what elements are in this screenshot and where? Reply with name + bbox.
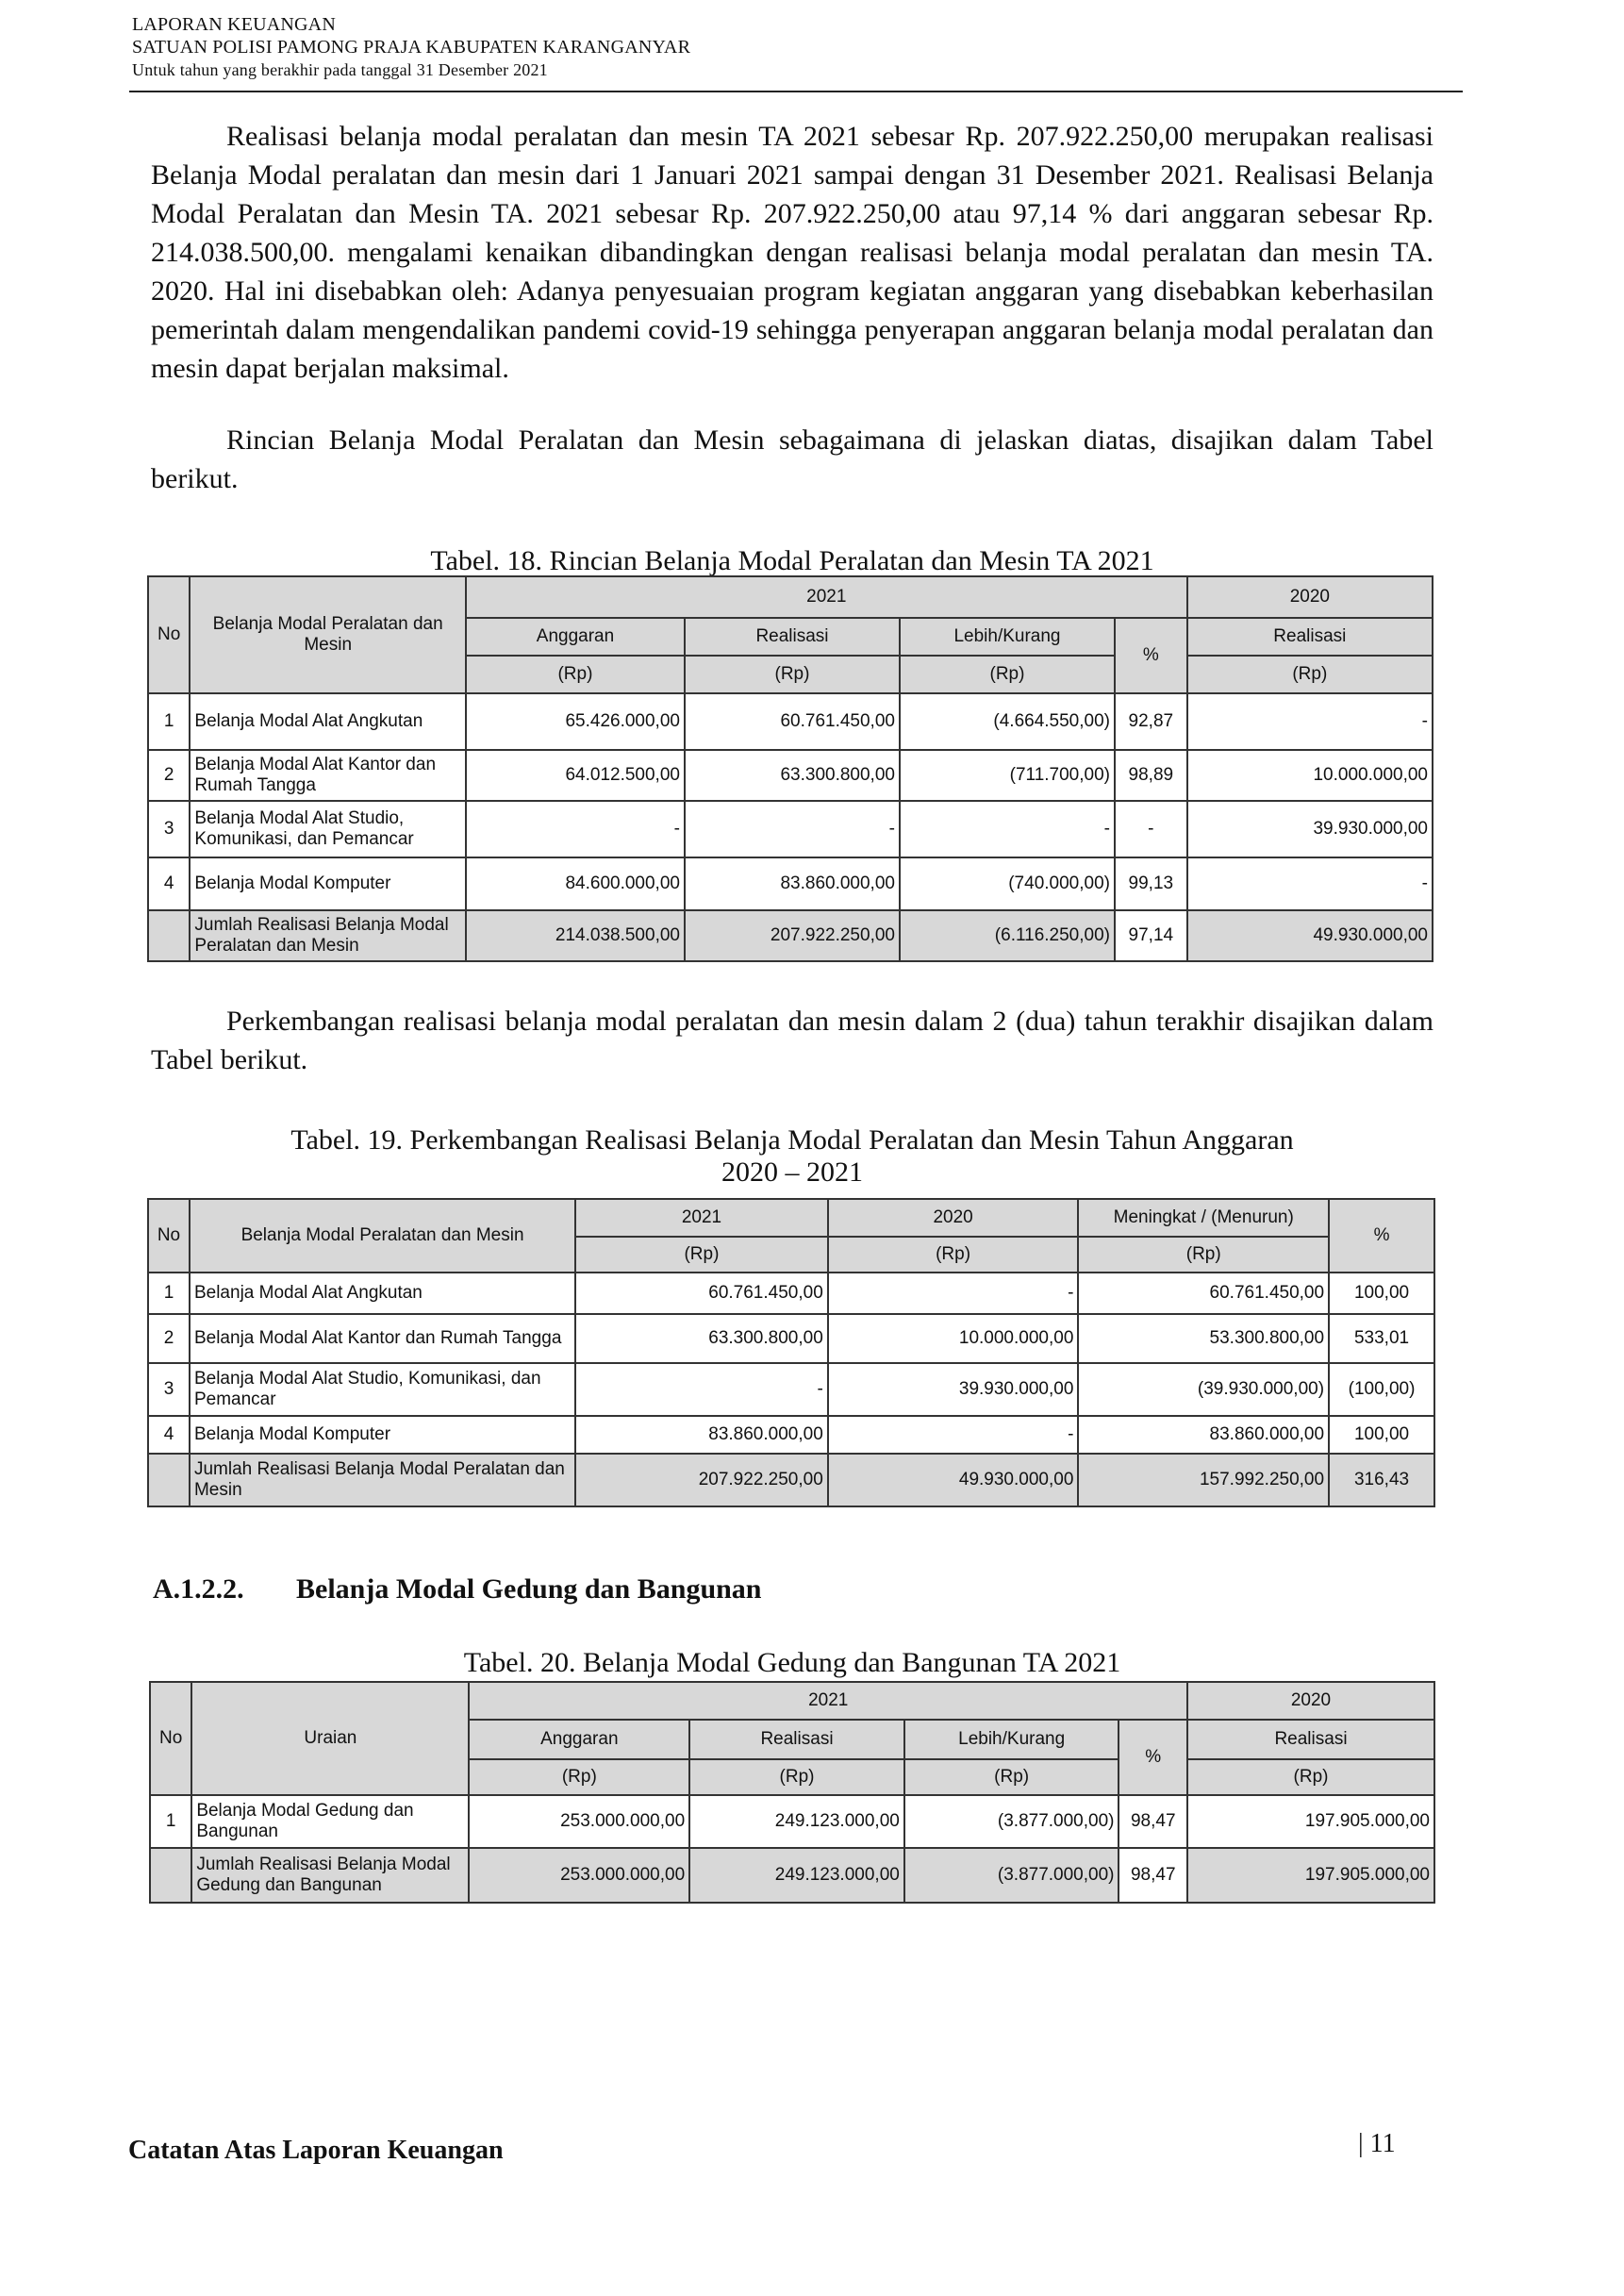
row-r2020: 197.905.000,00 — [1187, 1795, 1434, 1848]
table18-header-rp: (Rp) — [466, 656, 685, 693]
total-realisasi: 207.922.250,00 — [685, 910, 900, 961]
table19-caption-line2: 2020 – 2021 — [721, 1156, 863, 1188]
table18-caption: Tabel. 18. Rincian Belanja Modal Peralatan dan Mesin TA 2021 — [430, 545, 1154, 576]
paragraph-perkembangan: Perkembangan realisasi belanja modal peralatan dan mesin dalam 2 (dua) tahun terakhir disajikan dalam Tabel berikut. — [151, 1006, 1433, 1075]
row-diff: 53.300.800,00 — [1078, 1314, 1329, 1363]
row-anggaran: 84.600.000,00 — [466, 857, 685, 910]
row-realisasi: 60.761.450,00 — [685, 693, 900, 750]
table20-header-anggaran: Anggaran — [469, 1720, 689, 1759]
table20-header-lebih: Lebih/Kurang — [904, 1720, 1119, 1759]
row-anggaran: - — [466, 801, 685, 857]
row-2021: 83.860.000,00 — [575, 1416, 828, 1454]
total-2021: 207.922.250,00 — [575, 1454, 828, 1506]
row-2021: - — [575, 1363, 828, 1416]
total-lebih: (3.877.000,00) — [904, 1848, 1119, 1903]
row-item: Belanja Modal Alat Studio, Komunikasi, dan Pemancar — [190, 1363, 575, 1416]
table20-header-rp: (Rp) — [689, 1759, 904, 1795]
table18-header-realisasi: Realisasi — [685, 618, 900, 656]
row-pct: 533,01 — [1329, 1314, 1434, 1363]
total-2020: 49.930.000,00 — [828, 1454, 1079, 1506]
row-no: 4 — [148, 857, 190, 910]
total-pct: 98,47 — [1119, 1848, 1187, 1903]
row-diff: 83.860.000,00 — [1078, 1416, 1329, 1454]
row-no: 4 — [148, 1416, 190, 1454]
table-row — [148, 750, 1433, 801]
table-row — [148, 1273, 1434, 1314]
row-2020: - — [828, 1416, 1079, 1454]
row-2020: 39.930.000,00 — [828, 1363, 1079, 1416]
row-lebih: - — [900, 801, 1115, 857]
row-lebih: (740.000,00) — [900, 857, 1115, 910]
table-row — [148, 693, 1433, 750]
table20-header-realisasi: Realisasi — [689, 1720, 904, 1759]
table-row — [148, 1416, 1434, 1454]
table18-header-rp: (Rp) — [900, 656, 1115, 693]
table18-header-rp: (Rp) — [685, 656, 900, 693]
table20-header-realisasi2020: Realisasi — [1187, 1720, 1434, 1759]
row-2020: - — [828, 1273, 1079, 1314]
table20-header-pct: % — [1119, 1720, 1187, 1795]
table20-caption: Tabel. 20. Belanja Modal Gedung dan Bangunan TA 2021 — [463, 1647, 1121, 1678]
total-item: Jumlah Realisasi Belanja Modal Peralatan dan Mesin — [190, 1454, 575, 1506]
row-item: Belanja Modal Alat Angkutan — [190, 693, 466, 750]
table18-header-realisasi2020: Realisasi — [1187, 618, 1433, 656]
table19-caption-line1: Tabel. 19. Perkembangan Realisasi Belanja Modal Peralatan dan Mesin Tahun Anggaran — [290, 1124, 1294, 1156]
table18-header-rp: (Rp) — [1187, 656, 1433, 693]
row-item: Belanja Modal Komputer — [190, 1416, 575, 1454]
total-pct: 316,43 — [1329, 1454, 1434, 1506]
row-pct: 100,00 — [1329, 1273, 1434, 1314]
section-heading — [153, 1573, 762, 1606]
table19 — [147, 1198, 1435, 1507]
row-item: Belanja Modal Komputer — [190, 857, 466, 910]
row-pct: 92,87 — [1115, 693, 1187, 750]
table-row — [148, 801, 1433, 857]
total-r2020: 197.905.000,00 — [1187, 1848, 1434, 1903]
row-anggaran: 253.000.000,00 — [469, 1795, 689, 1848]
row-no: 2 — [148, 750, 190, 801]
row-item: Belanja Modal Alat Kantor dan Rumah Tangga — [190, 1314, 575, 1363]
table-row — [148, 1314, 1434, 1363]
table19-header-diff: Meningkat / (Menurun) — [1078, 1199, 1329, 1237]
row-no: 1 — [148, 693, 190, 750]
row-pct: 99,13 — [1115, 857, 1187, 910]
table19-header-item: Belanja Modal Peralatan dan Mesin — [190, 1199, 575, 1273]
total-lebih: (6.116.250,00) — [900, 910, 1115, 961]
table-total-row — [148, 910, 1433, 961]
agency-name: SATUAN POLISI PAMONG PRAJA KABUPATEN KARANGANYAR — [132, 37, 691, 58]
table18-header-2020: 2020 — [1187, 576, 1433, 618]
total-diff: 157.992.250,00 — [1078, 1454, 1329, 1506]
table20-header-2021: 2021 — [469, 1682, 1187, 1720]
row-item: Belanja Modal Alat Studio, Komunikasi, dan Pemancar — [190, 801, 466, 857]
table20-header-rp: (Rp) — [904, 1759, 1119, 1795]
paragraph-realisasi: Realisasi belanja modal peralatan dan mesin TA 2021 sebesar Rp. 207.922.250,00 merupakan realisasi Belanja Modal peralatan dan mesin dari 1 Januari 2021 sampai dengan 31 Desember 2021. Realisasi Belanja Modal Peralatan dan Mesin TA. 2021 sebesar Rp. 207.922.250,00 atau 97,14 % dari anggaran sebesar Rp. 214.038.500,00. mengalami kenaikan dibandingkan dengan realisasi belanja modal peralatan dan mesin TA. 2020. Hal ini disebabkan oleh: Adanya penyesuaian program kegiatan anggaran yang disebabkan keberhasilan pemerintah dalam mengendalikan pandemi covid-19 sehingga penyerapan anggaran belanja modal peralatan dan mesin dapat berjalan maksimal. — [151, 121, 1433, 384]
row-lebih: (711.700,00) — [900, 750, 1115, 801]
row-r2020: - — [1187, 693, 1433, 750]
row-r2020: 39.930.000,00 — [1187, 801, 1433, 857]
table18-header-lebih: Lebih/Kurang — [900, 618, 1115, 656]
row-item: Belanja Modal Alat Angkutan — [190, 1273, 575, 1314]
row-diff: (39.930.000,00) — [1078, 1363, 1329, 1416]
row-realisasi: 83.860.000,00 — [685, 857, 900, 910]
row-item: Belanja Modal Alat Kantor dan Rumah Tangga — [190, 750, 466, 801]
row-r2020: - — [1187, 857, 1433, 910]
row-realisasi: 249.123.000,00 — [689, 1795, 904, 1848]
table-row — [148, 1363, 1434, 1416]
row-anggaran: 65.426.000,00 — [466, 693, 685, 750]
table18-header-item: Belanja Modal Peralatan dan Mesin — [190, 576, 466, 693]
table18-header-anggaran: Anggaran — [466, 618, 685, 656]
table-total-row — [150, 1848, 1434, 1903]
table20 — [149, 1681, 1435, 1904]
total-pct: 97,14 — [1115, 910, 1187, 961]
row-lebih: (3.877.000,00) — [904, 1795, 1119, 1848]
section-code: A.1.2.2. — [153, 1573, 244, 1605]
row-pct: (100,00) — [1329, 1363, 1434, 1416]
row-2021: 63.300.800,00 — [575, 1314, 828, 1363]
table-row — [148, 857, 1433, 910]
row-r2020: 10.000.000,00 — [1187, 750, 1433, 801]
total-r2020: 49.930.000,00 — [1187, 910, 1433, 961]
row-anggaran: 64.012.500,00 — [466, 750, 685, 801]
table-total-row — [148, 1454, 1434, 1506]
table19-header-pct: % — [1329, 1199, 1434, 1273]
report-period: Untuk tahun yang berakhir pada tanggal 31 Desember 2021 — [132, 60, 548, 79]
table19-caption — [151, 1124, 1433, 1189]
row-pct: 98,47 — [1119, 1795, 1187, 1848]
table20-header-item: Uraian — [191, 1682, 469, 1795]
row-diff: 60.761.450,00 — [1078, 1273, 1329, 1314]
row-pct: 98,89 — [1115, 750, 1187, 801]
total-item: Jumlah Realisasi Belanja Modal Peralatan dan Mesin — [190, 910, 466, 961]
row-no: 3 — [148, 801, 190, 857]
table20-header-rp: (Rp) — [469, 1759, 689, 1795]
page-number: | 11 — [1358, 2129, 1396, 2158]
table18-header-2021: 2021 — [466, 576, 1187, 618]
row-no: 1 — [148, 1273, 190, 1314]
row-pct: - — [1115, 801, 1187, 857]
row-2021: 60.761.450,00 — [575, 1273, 828, 1314]
section-title: Belanja Modal Gedung dan Bangunan — [296, 1573, 762, 1605]
table19-header-2020: 2020 — [828, 1199, 1079, 1237]
table18-header-pct: % — [1115, 618, 1187, 693]
total-anggaran: 253.000.000,00 — [469, 1848, 689, 1903]
row-pct: 100,00 — [1329, 1416, 1434, 1454]
row-lebih: (4.664.550,00) — [900, 693, 1115, 750]
table19-header-rp: (Rp) — [828, 1237, 1079, 1273]
table19-header-rp: (Rp) — [1078, 1237, 1329, 1273]
table20-header-no: No — [150, 1682, 191, 1795]
row-no: 2 — [148, 1314, 190, 1363]
table-row — [150, 1795, 1434, 1848]
report-title: LAPORAN KEUANGAN — [132, 14, 336, 35]
table19-header-rp: (Rp) — [575, 1237, 828, 1273]
table18 — [147, 575, 1433, 962]
row-realisasi: - — [685, 801, 900, 857]
table18-header-no: No — [148, 576, 190, 693]
total-realisasi: 249.123.000,00 — [689, 1848, 904, 1903]
row-item: Belanja Modal Gedung dan Bangunan — [191, 1795, 469, 1848]
footer-title: Catatan Atas Laporan Keuangan — [128, 2136, 504, 2165]
total-anggaran: 214.038.500,00 — [466, 910, 685, 961]
header-divider — [129, 91, 1463, 92]
row-no: 3 — [148, 1363, 190, 1416]
total-item: Jumlah Realisasi Belanja Modal Gedung dan Bangunan — [191, 1848, 469, 1903]
row-realisasi: 63.300.800,00 — [685, 750, 900, 801]
table20-header-rp: (Rp) — [1187, 1759, 1434, 1795]
document-header — [132, 13, 690, 81]
table20-header-2020: 2020 — [1187, 1682, 1434, 1720]
paragraph-rincian: Rincian Belanja Modal Peralatan dan Mesin sebagaimana di jelaskan diatas, disajikan dalam Tabel berikut. — [151, 424, 1433, 494]
row-no: 1 — [150, 1795, 191, 1848]
table19-header-no: No — [148, 1199, 190, 1273]
row-2020: 10.000.000,00 — [828, 1314, 1079, 1363]
table19-header-2021: 2021 — [575, 1199, 828, 1237]
